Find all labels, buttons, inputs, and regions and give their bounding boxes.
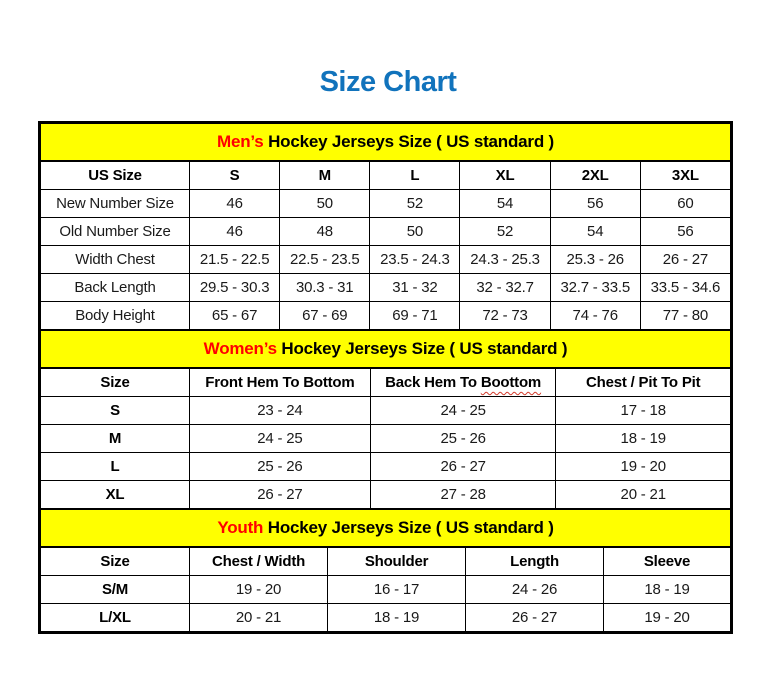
row-label: L/XL [41,604,190,632]
size-value-cell: 46 [190,190,280,218]
size-value-cell: 50 [370,218,460,246]
size-value-cell: 26 - 27 [640,246,730,274]
column-header: US Size [41,161,190,190]
column-header: S [190,161,280,190]
column-header: L [370,161,460,190]
size-value-cell: 50 [280,190,370,218]
womens-size-table [40,330,731,509]
size-value-cell: 30.3 - 31 [280,274,370,302]
size-value-cell: 32.7 - 33.5 [550,274,640,302]
band-title-rest: Hockey Jerseys Size ( US standard ) [263,132,554,151]
size-value-cell: 54 [550,218,640,246]
mens-size-table [40,123,731,330]
row-label: Old Number Size [41,218,190,246]
band-title-highlight: Women’s [203,339,277,358]
table-row [41,190,731,218]
row-label: Body Height [41,302,190,330]
band-title-highlight: Men’s [217,132,264,151]
size-value-cell: 25 - 26 [190,453,371,481]
size-value-cell: 23.5 - 24.3 [370,246,460,274]
table-row [41,246,731,274]
size-value-cell: 24 - 25 [370,397,556,425]
size-value-cell: 18 - 19 [328,604,466,632]
table-row [41,481,731,509]
size-value-cell: 32 - 32.7 [460,274,550,302]
column-header: Chest / Width [190,547,328,576]
size-value-cell: 60 [640,190,730,218]
size-value-cell: 19 - 20 [556,453,731,481]
size-value-cell: 52 [370,190,460,218]
size-value-cell: 19 - 20 [190,576,328,604]
row-label: S [41,397,190,425]
row-label: Back Length [41,274,190,302]
size-value-cell: 24 - 26 [466,576,604,604]
band-title-rest: Hockey Jerseys Size ( US standard ) [263,518,554,537]
table-row [41,274,731,302]
size-value-cell: 65 - 67 [190,302,280,330]
size-value-cell: 20 - 21 [556,481,731,509]
size-value-cell: 74 - 76 [550,302,640,330]
size-value-cell: 26 - 27 [190,481,371,509]
page-title: Size Chart [319,66,457,98]
column-header: Size [41,368,190,397]
size-value-cell: 69 - 71 [370,302,460,330]
size-value-cell: 20 - 21 [190,604,328,632]
column-header: 3XL [640,161,730,190]
size-value-cell: 31 - 32 [370,274,460,302]
size-value-cell: 29.5 - 30.3 [190,274,280,302]
column-header: Chest / Pit To Pit [556,368,731,397]
table-row [41,218,731,246]
table-row [41,576,731,604]
size-value-cell: 16 - 17 [328,576,466,604]
size-value-cell: 21.5 - 22.5 [190,246,280,274]
size-value-cell: 17 - 18 [556,397,731,425]
column-header: Size [41,547,190,576]
table-row [41,397,731,425]
row-label: XL [41,481,190,509]
size-value-cell: 25 - 26 [370,425,556,453]
row-label: M [41,425,190,453]
size-value-cell: 22.5 - 23.5 [280,246,370,274]
column-header: 2XL [550,161,640,190]
column-header: Length [466,547,604,576]
size-tables-container [38,121,733,634]
table-row [41,425,731,453]
youth-size-table [40,509,731,632]
row-label: L [41,453,190,481]
size-value-cell: 54 [460,190,550,218]
table-row [41,604,731,632]
band-title-rest: Hockey Jerseys Size ( US standard ) [276,339,568,358]
row-label: New Number Size [41,190,190,218]
size-value-cell: 18 - 19 [556,425,731,453]
size-value-cell: 26 - 27 [466,604,604,632]
column-header [370,368,556,397]
column-header: XL [460,161,550,190]
size-value-cell: 67 - 69 [280,302,370,330]
size-value-cell: 48 [280,218,370,246]
table-row [41,302,731,330]
size-value-cell: 19 - 20 [604,604,731,632]
size-value-cell: 26 - 27 [370,453,556,481]
column-header: Sleeve [604,547,731,576]
size-value-cell: 56 [640,218,730,246]
column-header: Front Hem To Bottom [190,368,371,397]
column-header: M [280,161,370,190]
size-value-cell: 72 - 73 [460,302,550,330]
row-label: S/M [41,576,190,604]
size-value-cell: 52 [460,218,550,246]
table-band-title [41,331,731,369]
table-band-title [41,124,731,162]
size-value-cell: 18 - 19 [604,576,731,604]
size-value-cell: 24.3 - 25.3 [460,246,550,274]
size-value-cell: 27 - 28 [370,481,556,509]
size-value-cell: 23 - 24 [190,397,371,425]
misspelled-word: Boottom [480,374,542,391]
column-header: Shoulder [328,547,466,576]
column-header-text: Back Hem To [385,374,481,391]
table-row [41,453,731,481]
size-value-cell: 25.3 - 26 [550,246,640,274]
size-value-cell: 77 - 80 [640,302,730,330]
size-value-cell: 33.5 - 34.6 [640,274,730,302]
table-band-title [41,510,731,548]
size-value-cell: 46 [190,218,280,246]
size-value-cell: 56 [550,190,640,218]
size-value-cell: 24 - 25 [190,425,371,453]
band-title-highlight: Youth [217,518,264,537]
row-label: Width Chest [41,246,190,274]
